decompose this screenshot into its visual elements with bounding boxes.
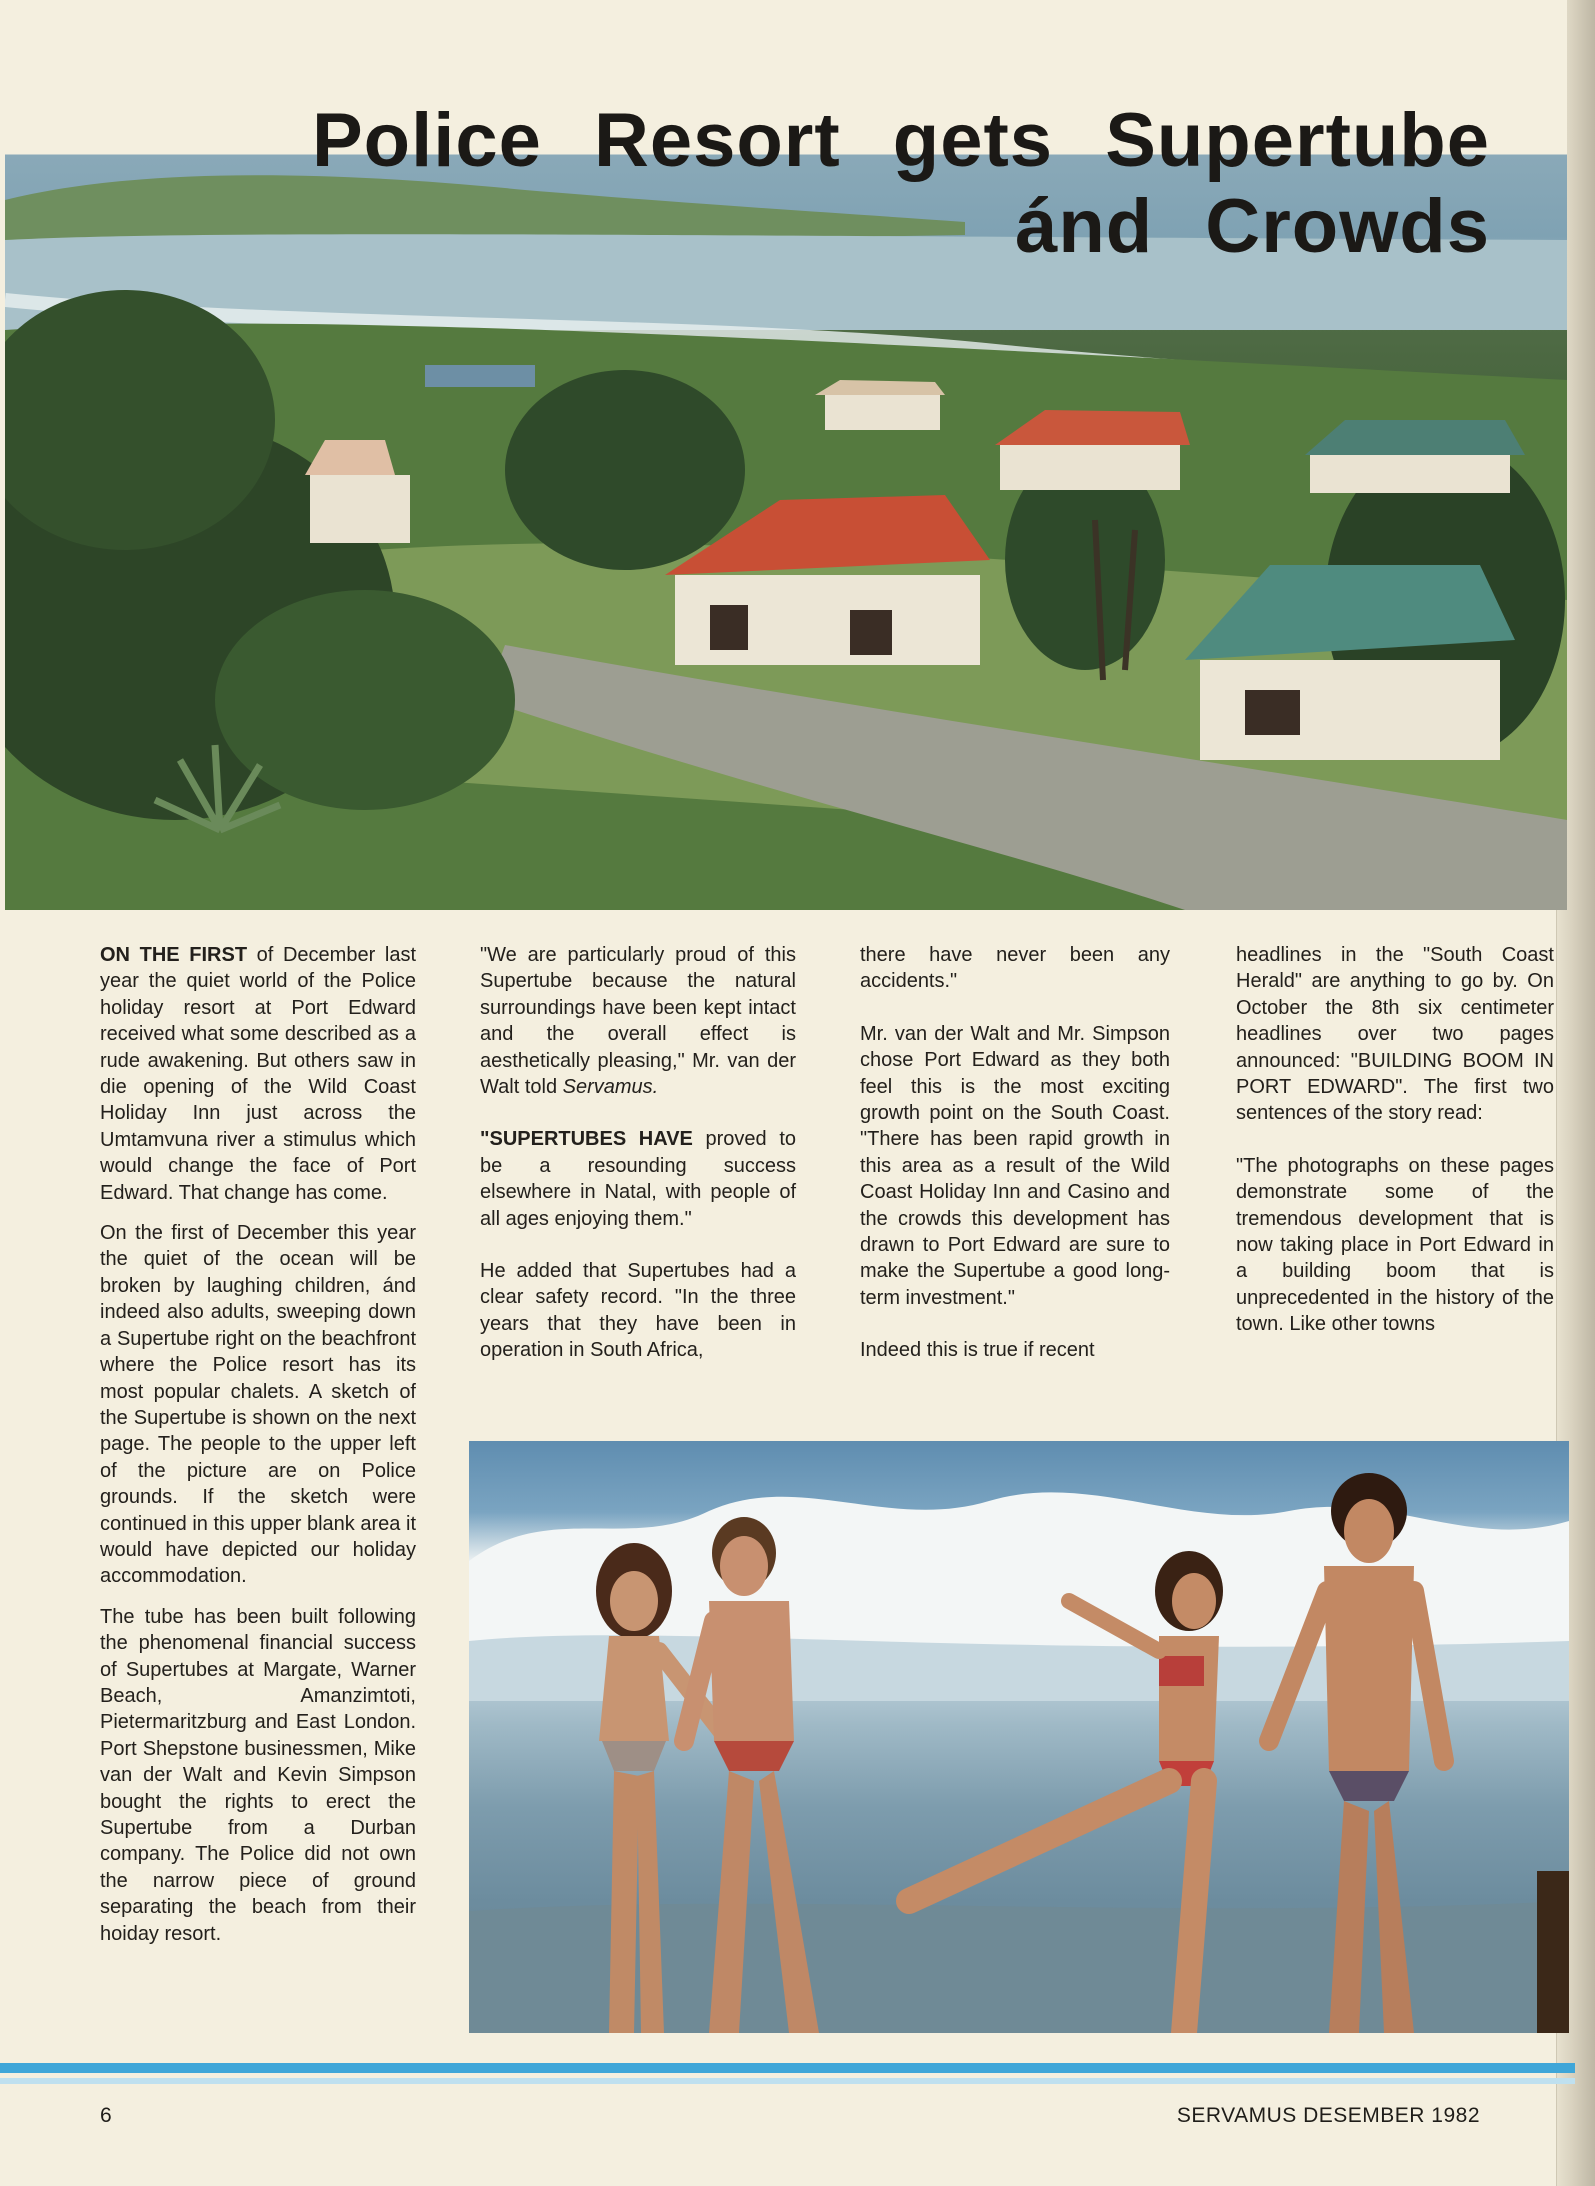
footer-rule-light (0, 2078, 1575, 2084)
paragraph: On the first of December this year the quiet of the ocean will be broken by laughing children, ánd indeed also adults, sweeping down a Supertube right on the beachfront where the Police resort has its most popular chalets. A sketch of the Supertube is shown on the next page. The people to the upper left of the picture are on Police grounds. If the sketch were continued in this upper blank area it would have depicted our holiday accommodation. (100, 1222, 416, 1588)
headline-line-1: Police Resort gets Supertube (311, 98, 1490, 183)
article-column-2 (480, 942, 796, 1378)
paragraph: headlines in the "South Coast Herald" are anything to go by. On October the 8th six centimeter headlines over two pages announced: "BUILDING BOOM IN PORT EDWARD". The first two sentences of the story read: (1236, 944, 1554, 1125)
headline-line-2: ánd Crowds (1015, 184, 1490, 269)
publication-name: Servamus. (562, 1076, 659, 1099)
paragraph-text: "We are particularly proud of this Supertube because the natural surroundings have been kept intact and the overall effect is aesthetically pleasing," Mr. van der Walt told (480, 944, 796, 1099)
article-column-4 (1236, 942, 1554, 1352)
lead-in: "SUPERTUBES HAVE (480, 1128, 693, 1151)
paragraph: He added that Supertubes had a clear safety record. "In the three years that they have been in operation in South Africa, (480, 1260, 796, 1362)
paragraph: there have never been any accidents." (860, 944, 1170, 993)
article-column-3 (860, 942, 1170, 1378)
article-headline (270, 98, 1490, 270)
footer-rule (0, 2063, 1575, 2073)
paragraph: "The photographs on these pages demonstrate some of the tremendous development that is now taking place in Port Edward in a building boom that is unprecedented in the history of the town. Like other towns (1236, 1154, 1554, 1336)
lead-in: ON THE FIRST (100, 944, 248, 966)
paragraph: The tube has been built following the phenomenal financial success of Supertubes at Margate, Warner Beach, Amanzimtoti, Pietermaritzburg and East London. Port Shepstone businessmen, Mike van der Walt and Kevin Simpson bought the rights to erect the Supertube from a Durban company. The Police did not own the narrow piece of ground separating the beach from their hoiday resort. (100, 1605, 416, 1945)
publication-footer: SERVAMUS DESEMBER 1982 (1176, 2104, 1480, 2127)
paragraph-text: of December last year the quiet world of the Police holiday resort at Port Edward received what some described as a rude awakening. But others saw in die opening of the Wild Coast Holiday Inn just across the Umtamvuna river a stimulus which would change the face of Port Edward. That change has come. (100, 944, 417, 1204)
paragraph (100, 942, 416, 1206)
page-number: 6 (100, 2104, 112, 2127)
beach-photo (469, 1441, 1569, 2033)
paragraph-text: proved to be a resounding success elsewhere in Natal, with people of all ages enjoying them." (480, 1128, 796, 1230)
paragraph: Mr. van der Walt and Mr. Simpson chose Port Edward as they both feel this is the most exciting growth point on the South Coast. "There has been rapid growth in this area as a result of the Wild Coast Holiday Inn and Casino and the crowds this development has drawn to Port Edward are sure to make the Supertube a good long-term investment." (860, 1022, 1170, 1309)
paragraph (480, 1126, 796, 1232)
paragraph (480, 942, 796, 1100)
article-column-1 (100, 942, 416, 1961)
paragraph: Indeed this is true if recent (860, 1339, 1095, 1362)
beach-photo-illustration (469, 1441, 1569, 2033)
